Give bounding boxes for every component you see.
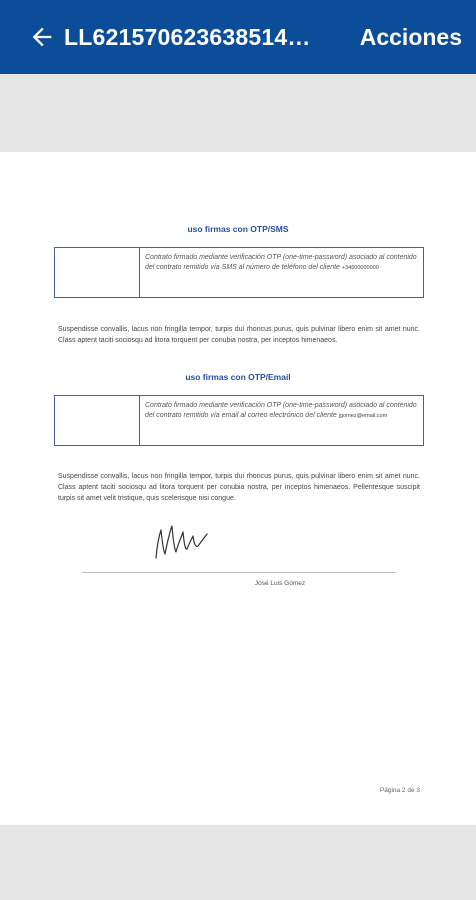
section-title-email: uso firmas con OTP/Email [185, 372, 291, 382]
signature-box-empty-cell [55, 396, 140, 445]
viewer-top-margin [0, 74, 476, 152]
section-title-sms: uso firmas con OTP/SMS [187, 224, 289, 234]
paragraph-2: Suspendisse convallis, lacus non fringilla tempor, turpis dui rhoncus purus, quis pulvinar libero enim sit amet nunc. Class aptent taciti sociosqu ad litora torquent per conubia nostra, per inceptos himenaeos. Pellentesque suscipit turpis sit amet velit tristique, quis scelerisque nisi congue. [58, 473, 420, 502]
arrow-left-icon[interactable] [28, 23, 56, 51]
signature-box-text [140, 248, 423, 297]
signature-box-email-address: jgomez@email.com [338, 413, 388, 419]
signature-box-description: Contrato firmado mediante verificación OTP (one-time-password) asociado al contenido del contrato remitido vía SMS al número de teléfono del cliente [145, 254, 417, 271]
actions-button[interactable]: Acciones [359, 23, 462, 50]
signature-box-sms [54, 247, 424, 298]
handwritten-signature-image [152, 516, 212, 564]
app-bar [0, 0, 476, 74]
viewer-bottom-margin [0, 825, 476, 900]
signature-box-text [140, 396, 423, 445]
signature-box-email [54, 395, 424, 446]
signature-box-description: Contrato firmado mediante verificación OTP (one-time-password) asociado al contenido del contrato remitido vía email al correo electrónico del cliente [145, 402, 417, 419]
signature-box-empty-cell [55, 248, 140, 297]
signature-line [82, 572, 396, 573]
paragraph-1: Suspendisse convallis, lacus non fringilla tempor, turpis dui rhoncus purus, quis pulvinar libero enim sit amet nunc. Class aptent taciti sociosqu ad litora torquent per conubia nostra, per inceptos himenaeos. [58, 326, 420, 344]
document-title: LL621570623638514… [64, 23, 311, 50]
signer-name: José Luis Gómez [254, 580, 306, 587]
page-indicator: Página 2 de 3 [379, 787, 420, 794]
signature-box-phone: +34600000000 [341, 265, 379, 271]
